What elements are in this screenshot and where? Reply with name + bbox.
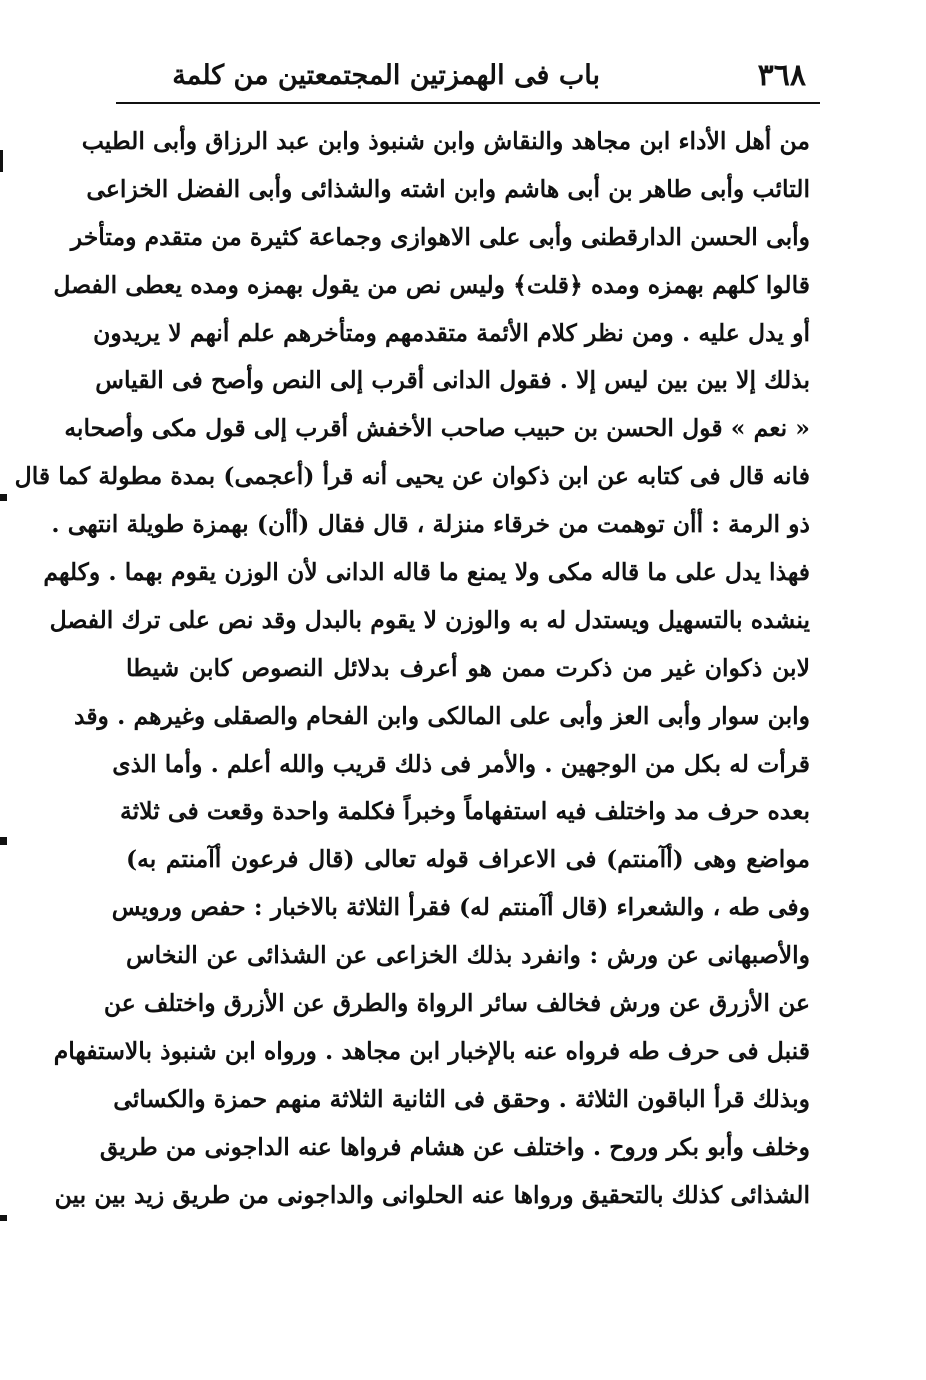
- text-line: عن الأزرق عن ورش فخالف سائر الرواة والطرق عن الأزرق واختلف عن: [103, 989, 810, 1018]
- margin-mark: [0, 1215, 7, 1221]
- text-line: لابن ذكوان غير من ذكرت ممن هو أعرف بدلائل النصوص كابن شيطا: [126, 653, 810, 682]
- page-number: ٣٦٨: [757, 58, 806, 93]
- text-line: وفى طه ، والشعراء (قال أآمنتم له) فقرأ الثلاثة بالاخبار : حفص ورويس: [111, 893, 810, 922]
- text-line: والأصبهانى عن ورش : وانفرد بذلك الخزاعى عن الشذائى عن النخاس: [126, 941, 810, 970]
- text-line: قنبل فى حرف طه فرواه عنه بالإخبار ابن مجاهد . ورواه ابن شنبوذ بالاستفهام: [53, 1036, 810, 1065]
- text-line: فانه قال فى كتابه عن ابن ذكوان عن يحيى أنه قرأ (أعجمى) بمدة مطولة كما قال: [14, 462, 810, 491]
- text-line: وابن سوار وأبى العز وأبى على المالكى وابن الفحام والصقلى وغيرهم . وقد: [73, 701, 810, 730]
- text-line: الشذائى كذلك بالتحقيق ورواها عنه الحلوانى والداجونى من طريق زيد بين بين: [54, 1180, 810, 1209]
- text-line: « نعم » قول الحسن بن حبيب صاحب الأخفش أقرب إلى قول مكى وأصحابه: [64, 414, 810, 443]
- text-line: قرأت له بكل من الوجهين . والأمر فى ذلك قريب والله أعلم . وأما الذى: [112, 749, 810, 778]
- text-line: وبذلك قرأ الباقون الثلاثة . وحقق فى الثانية الثلاثة منهم حمزة والكسائى: [113, 1084, 810, 1113]
- text-line: بعده حرف مد واختلف فيه استفهاماً وخبراً فكلمة واحدة وقعت فى ثلاثة: [120, 797, 810, 826]
- margin-mark: [0, 837, 7, 845]
- chapter-title: باب فى الهمزتين المجتمعتين من كلمة: [172, 60, 600, 91]
- text-line: ينشده بالتسهيل ويستدل له به والوزن لا يقوم بالبدل وقد نص على ترك الفصل: [49, 605, 810, 634]
- text-line: وخلف وأبو بكر وروح . واختلف عن هشام فرواها عنه الداجونى من طريق: [99, 1132, 810, 1161]
- text-line: مواضع وهى (أآمنتم) فى الاعراف قوله تعالى (قال فرعون أآمنتم به): [126, 845, 810, 874]
- running-head: [118, 52, 818, 98]
- text-line: بذلك إلا بين بين ليس إلا . فقول الدانى أقرب إلى النص وأصح فى القياس: [95, 366, 810, 395]
- text-line: ذو الرمة : أأن توهمت من خرقاء منزلة ، قال فقال (أأن) بهمزة طويلة انتهى .: [51, 510, 810, 539]
- body-text: [14, 118, 810, 1219]
- margin-mark: [0, 494, 7, 501]
- text-line: وأبى الحسن الدارقطنى وأبى على الاهوازى وجماعة كثيرة من متقدم ومتأخر: [70, 222, 810, 251]
- text-line: من أهل الأداء ابن مجاهد والنقاش وابن شنبوذ وابن عبد الرزاق وأبى الطيب: [81, 127, 810, 155]
- text-line: أو يدل عليه . ومن نظر كلام الأئمة متقدمهم ومتأخرهم علم أنهم لا يريدون: [93, 318, 810, 347]
- text-line: قالوا كلهم بهمزه ومده ﴿قلت﴾ وليس نص من يقول بهمزه ومده يعطى الفصل: [53, 270, 810, 299]
- text-line: فهذا يدل على ما قاله مكى ولا يمنع ما قاله الدانى لأن الوزن يقوم بهما . وكلهم: [43, 558, 810, 587]
- margin-mark: [0, 150, 3, 172]
- header-rule: [116, 102, 820, 104]
- text-line: التائب وأبى طاهر بن أبى هاشم وابن اشته والشذائى وأبى الفضل الخزاعى: [86, 174, 810, 203]
